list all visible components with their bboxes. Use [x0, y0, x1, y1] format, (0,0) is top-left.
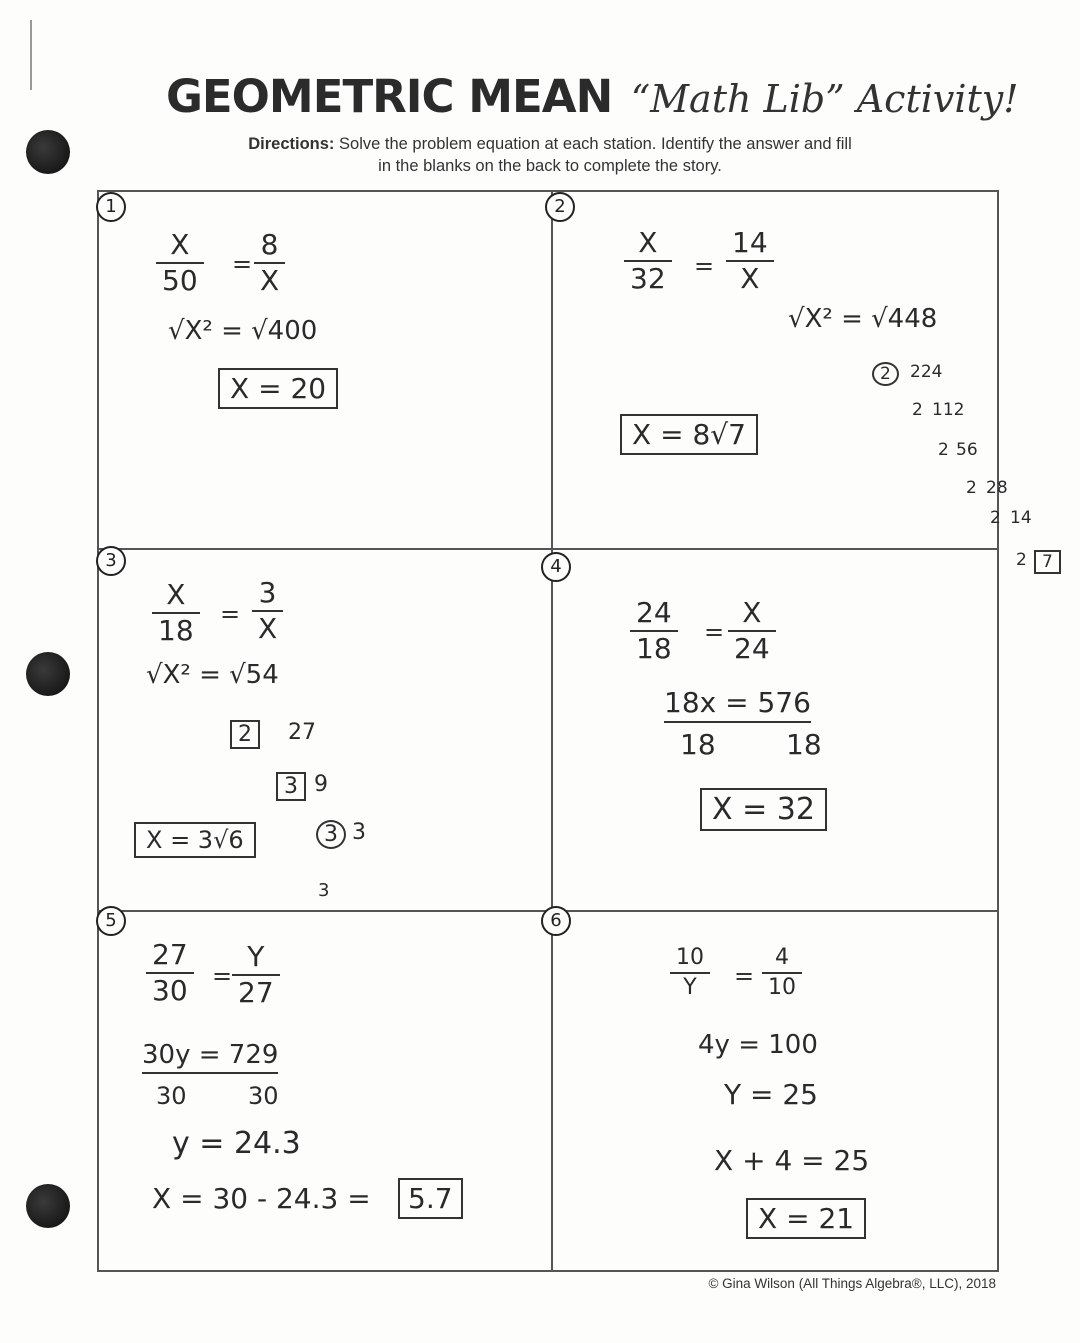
factor-node: 3: [352, 820, 366, 845]
station-4-right-fraction: [728, 596, 776, 666]
fraction-denominator: X: [260, 264, 280, 297]
factor-node: 2: [230, 720, 260, 749]
station-6-left-fraction: [670, 944, 710, 1002]
directions: [240, 133, 860, 177]
fraction-denominator: Y: [683, 975, 697, 1000]
fraction-numerator: 14: [726, 226, 774, 262]
station-3-step: √X² = √54: [146, 660, 279, 690]
page-title: [166, 70, 1046, 123]
directions-text: Solve the problem equation at each station. Identify the answer and fill in the blanks on the back to complete the story.: [339, 135, 852, 175]
factor-node: 56: [956, 440, 978, 460]
fraction-denominator: 18: [158, 614, 194, 647]
station-6-answer: X = 21: [746, 1198, 866, 1239]
equals-sign: =: [220, 600, 241, 628]
station-5-step-2: y = 24.3: [172, 1126, 301, 1161]
fraction-numerator: X: [624, 226, 672, 262]
factor-node: 2: [938, 440, 949, 460]
factor-node: 27: [288, 720, 316, 745]
fraction-numerator: X: [728, 596, 776, 632]
station-4-step-denominator-left: 18: [680, 728, 716, 761]
fraction-denominator: X: [740, 262, 760, 295]
station-2-left-fraction: [624, 226, 672, 296]
fraction-numerator: 24: [630, 596, 678, 632]
title-main: GEOMETRIC MEAN: [166, 70, 613, 123]
fraction-denominator: 10: [768, 975, 796, 1000]
fraction-numerator: X: [156, 228, 204, 264]
fraction-numerator: 3: [252, 576, 283, 612]
station-5-step-1-denominator-right: 30: [248, 1082, 279, 1110]
factor-node: 14: [1010, 508, 1032, 528]
equals-sign: =: [212, 962, 233, 990]
station-4-step: 18x = 576: [664, 686, 811, 723]
station-5-step-3: X = 30 - 24.3 =: [152, 1182, 371, 1215]
station-1-step: √X² = √400: [168, 316, 318, 346]
binder-hole-middle: [26, 652, 70, 696]
station-2-answer: X = 8√7: [620, 414, 758, 455]
factor-node: 3: [316, 820, 346, 849]
grid-divider-row1: [97, 548, 999, 550]
station-3-left-fraction: [152, 578, 200, 648]
station-1-answer: X = 20: [218, 368, 338, 409]
fraction-denominator: 24: [734, 632, 770, 665]
fraction-numerator: 4: [762, 944, 802, 974]
factor-node: 112: [932, 400, 965, 420]
equals-sign: =: [694, 252, 715, 280]
station-6-step-2: Y = 25: [724, 1078, 818, 1111]
station-1-right-fraction: [254, 228, 285, 298]
station-5-answer: 5.7: [398, 1178, 463, 1219]
equals-sign: =: [734, 962, 755, 990]
fraction-denominator: 32: [630, 262, 666, 295]
factor-node: 2: [912, 400, 923, 420]
equals-sign: =: [704, 618, 725, 646]
station-6-step-3: X + 4 = 25: [714, 1144, 870, 1177]
directions-label: Directions:: [248, 135, 335, 153]
factor-node: 2: [1016, 550, 1027, 570]
binder-hole-top: [26, 130, 70, 174]
station-5-step-1-denominator-left: 30: [156, 1082, 187, 1110]
station-5-right-fraction: [232, 940, 280, 1010]
title-subtitle: “Math Lib” Activity!: [630, 77, 1019, 121]
station-4-step-denominator-right: 18: [786, 728, 822, 761]
station-number-1: 1: [96, 192, 126, 222]
fraction-denominator: X: [258, 612, 278, 645]
factor-node: 2: [966, 478, 977, 498]
fraction-numerator: X: [152, 578, 200, 614]
station-number-2: 2: [545, 192, 575, 222]
station-number-5: 5: [96, 906, 126, 936]
station-5-left-fraction: [146, 938, 194, 1008]
factor-node: 224: [910, 362, 943, 382]
station-4-answer: X = 32: [700, 788, 827, 831]
fraction-numerator: Y: [232, 940, 280, 976]
equals-sign: =: [232, 250, 253, 278]
station-number-4: 4: [541, 552, 571, 582]
station-6-step-1: 4y = 100: [698, 1030, 818, 1060]
factor-node: 3: [276, 772, 306, 801]
station-number-3: 3: [96, 546, 126, 576]
fraction-numerator: 8: [254, 228, 285, 264]
station-6-right-fraction: [762, 944, 802, 1002]
factor-node: 9: [314, 772, 328, 797]
station-5-step-1: 30y = 729: [142, 1040, 278, 1074]
factor-node: 2: [990, 508, 1001, 528]
station-3-right-fraction: [252, 576, 283, 646]
factor-node: 7: [1034, 550, 1061, 574]
grid-divider-vertical: [551, 190, 553, 1272]
fraction-denominator: 30: [152, 974, 188, 1007]
station-number-6: 6: [541, 906, 571, 936]
fraction-numerator: 27: [146, 938, 194, 974]
factor-node: 3: [318, 880, 330, 901]
factor-node: 28: [986, 478, 1008, 498]
copyright-footer: © Gina Wilson (All Things Algebra®, LLC), 2018: [708, 1276, 996, 1291]
fraction-denominator: 18: [636, 632, 672, 665]
station-2-step: √X² = √448: [788, 304, 938, 334]
station-1-left-fraction: [156, 228, 204, 298]
binder-hole-bottom: [26, 1184, 70, 1228]
fraction-denominator: 50: [162, 264, 198, 297]
station-3-answer: X = 3√6: [134, 822, 256, 858]
station-4-left-fraction: [630, 596, 678, 666]
fraction-numerator: 10: [670, 944, 710, 974]
factor-node: 2: [872, 362, 899, 386]
fraction-denominator: 27: [238, 976, 274, 1009]
station-2-right-fraction: [726, 226, 774, 296]
paper-edge-mark: [30, 20, 32, 90]
